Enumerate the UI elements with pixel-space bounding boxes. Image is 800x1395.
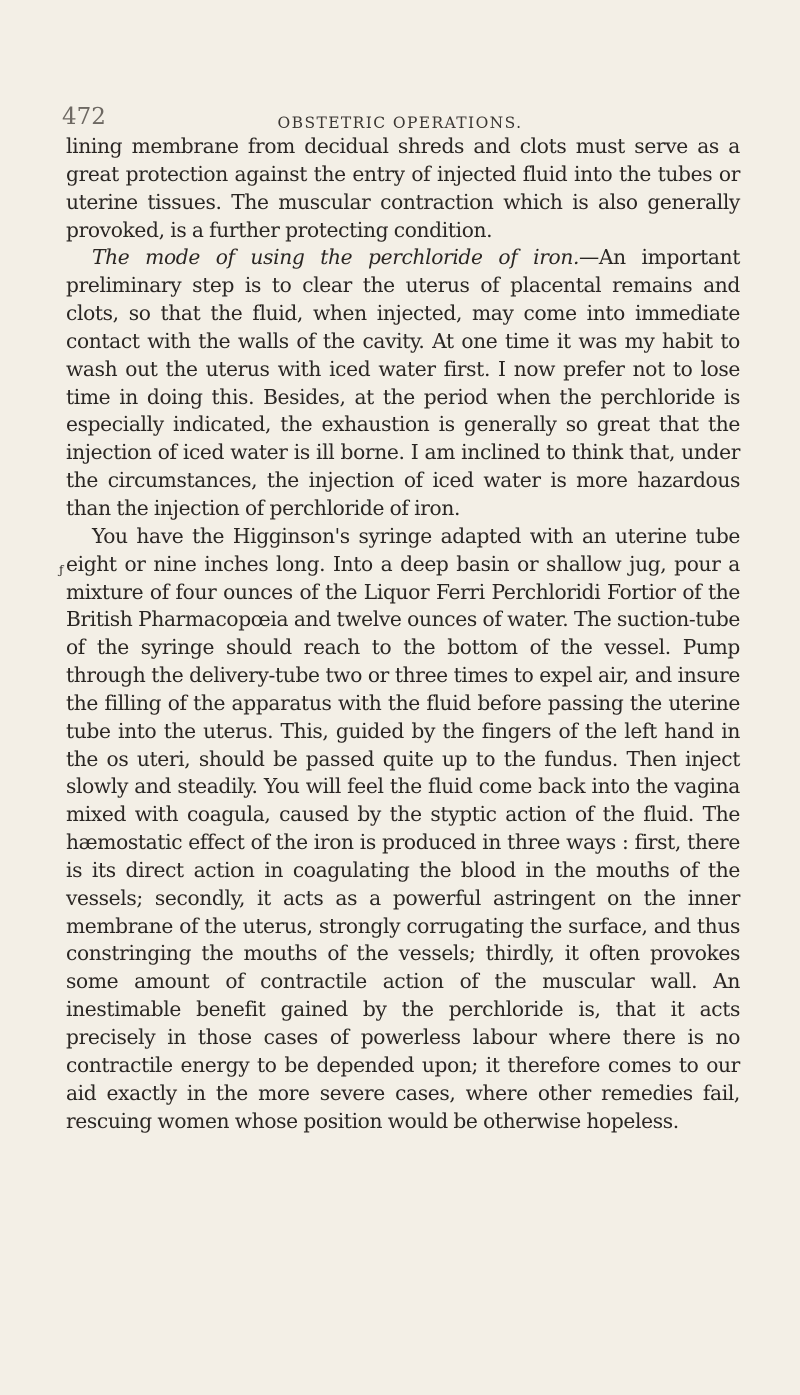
body-text bbox=[66, 133, 740, 1135]
section-heading-italic: The mode of using the perchloride of iron. bbox=[92, 245, 580, 270]
running-head: OBSTETRIC OPERATIONS. bbox=[277, 114, 523, 132]
paragraph-syringe-procedure: You have the Higginson's syringe adapted with an uterine tube eight or nine inches long. Into a deep basin or shallow jug, pour a mixture of four ounces of the Liquor Ferri Perchloridi Fortior of the British Pharmacopœia and twelve ounces of water. The suction-tube of the syringe should reach to the bottom of the vessel. Pump through the delivery-tube two or three times to expel air, and insure the filling of the apparatus with the fluid before passing the uterine tube into the uterus. This, guided by the fingers of the left hand in the os uteri, should be passed quite up to the fundus. Then inject slowly and steadily. You will feel the fluid come back into the vagina mixed with coagula, caused by the styptic action of the fluid. The hæmostatic effect of the iron is produced in three ways : first, there is its direct action in coagulating the blood in the mouths of the vessels; secondly, it acts as a powerful astringent on the inner membrane of the uterus, strongly corrugating the surface, and thus constringing the mouths of the vessels; thirdly, it often provokes some amount of contractile action of the muscular wall. An inestimable benefit gained by the perchloride is, that it acts precisely in those cases of powerless labour where there is no contractile energy to be depended upon; it therefore comes to our aid exactly in the more severe cases, where other remedies fail, rescuing women whose position would be otherwise hopeless. bbox=[66, 523, 740, 1133]
margin-mark: ƒ bbox=[59, 563, 64, 577]
page-number: 472 bbox=[62, 104, 106, 130]
paragraph-text: —An important preliminary step is to clear the uterus of placental remains and clots, so that the fluid, when injected, may come into immediate contact with the walls of the cavity. At one time it was my habit to wash out the uterus with iced water first. I now prefer not to lose time in doing this. Besides, at the period when the perchloride is especially indicated, the exhaustion is generally so great that the injection of iced water is ill borne. I am inclined to think that, under the circumstances, the injection of iced water is more hazardous than the injection of perchloride of iron. bbox=[66, 245, 740, 520]
paragraph-continuation: lining membrane from decidual shreds and clots must serve as a great protection against the entry of injected fluid into the tubes or uterine tissues. The muscular contraction which is also generally provoked, is a further protecting condition. bbox=[66, 134, 740, 242]
paragraph-perchloride-method bbox=[66, 244, 740, 522]
